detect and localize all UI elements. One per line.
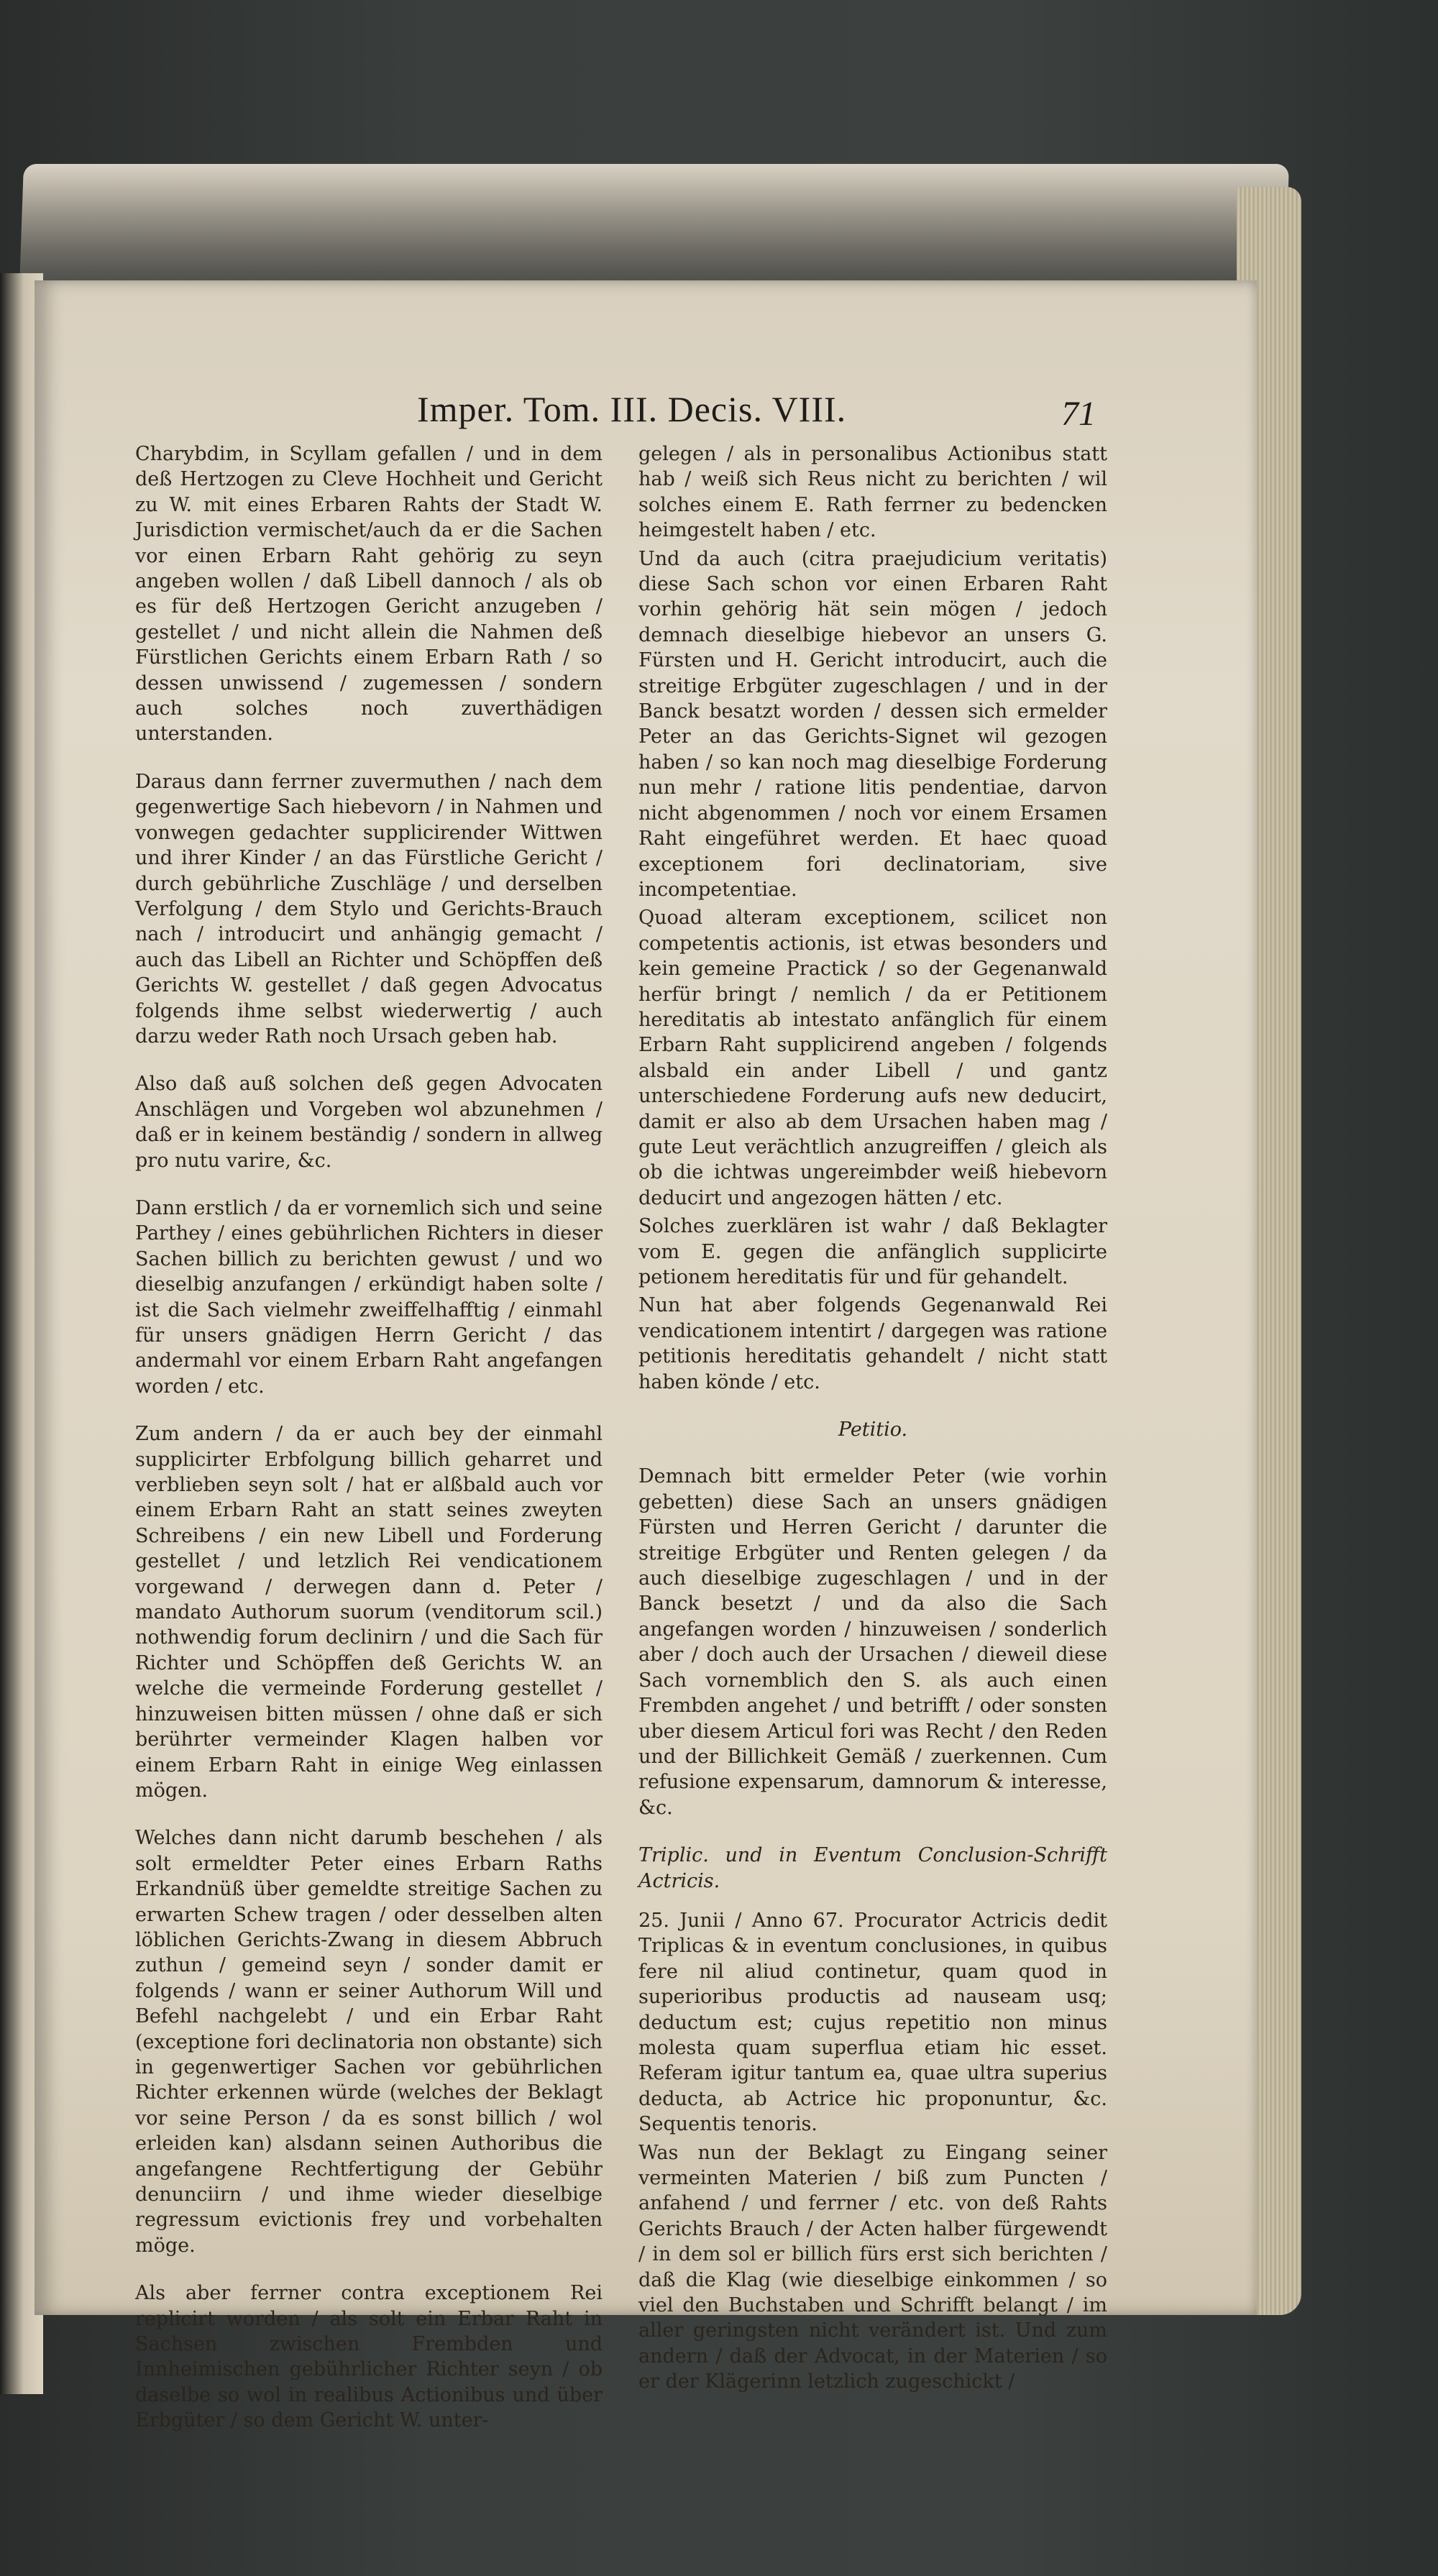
paragraph: 25. Junii / Anno 67. Procurator Actricis dedit Triplicas & in eventum conclusiones, in quibus fere nil aliud continetur, quam quod in superioribus productis ad nauseam usq; deductum est; cujus repetitio non minus molesta quam superflua etiam hic esset. Referam igitur tantum ea, quae ultra superius deducta, ab Actrice hic proponuntur, &c. Sequentis tenoris. (638, 1909, 1107, 2136)
section-heading-petitio: Petitio. (838, 1418, 908, 1441)
paragraph: Was nun der Beklagt zu Eingang seiner vermeinten Materien / biß zum Puncten / anfahend / und ferrner / etc. von deß Rahts Gerichts Brauch / der Acten halber fürgewendt / in dem sol er billich fürs erst sich berichten / daß die Klag (wie dieselbige einkommen / so viel den Buchstaben und Schrifft belangt / im aller geringsten nicht verändert ist. Und zum andern / daß der Advocat, in der Materien / so er der Klägerinn letzlich zugeschickt / (638, 2141, 1107, 2393)
paragraph: Demnach bitt ermelder Peter (wie vorhin gebetten) diese Sach an unsers gnädigen Fürsten und Herren Gericht / darunter die streitige Erbgüter und Renten gelegen / da auch dieselbige zugeschlagen / und in der Banck besetzt / und da also die Sach angefangen worden / hinzuweisen / sonderlich aber / doch auch der Ursachen / dieweil diese Sach vornemblich den S. als auch einen Frembden angehet / und betrifft / oder sonsten uber diesem Articul fori was Recht / den Reden und der Billichkeit Gemäß / zuerkennen. Cum refusione expensarum, damnorum & interesse, &c. (638, 1465, 1107, 1819)
paragraph: Quoad alteram exceptionem, scilicet non competentis actionis, ist etwas besonders und kein gemeine Practick / so der Gegenanwald herfür bringt / nemlich / da er Petitionem hereditatis ab intestato anfänglich für einem Erbarn Raht supplicirend angeben / folgends alsbald ein ander Libell / und gantz unterschiedene Forderung aufs new deducirt, damit er also ab dem Ursachen haben mag / gute Leut verächtlich anzugreiffen / gleich als ob die ichtwas ungereimbder weiß hiebevorn deducirt und angezogen hätten / etc. (638, 907, 1107, 1209)
running-header: Imper. Tom. III. Decis. VIII. (417, 389, 847, 429)
paragraph: Zum andern / da er auch bey der einmahl supplicirter Erbfolgung billich geharret und verblieben seyn solt / hat er alßbald auch vor einem Erbarn Raht an statt seines zweyten Schreibens / ein new Libell und Forderung gestellet / und letzlich Rei vendicationem vorgewand / derwegen dann d. Peter / mandato Authorum suorum (venditorum scil.) nothwendig forum declinirn / und die Sach für Richter und Schöpffen deß Gerichts W. an welche die vermeinde Forderung gestellet / hinzuweisen bitten müssen / ohne daß er sich berührter vermeinder Klagen halben vor einem Erbarn Raht in einige Weg einlassen mögen. (135, 1423, 603, 1802)
paragraph: Also daß auß solchen deß gegen Advocaten Anschlägen und Vorgeben wol abzunehmen / daß er in keinem beständig / sondern in allweg pro nutu varire, &c. (135, 1073, 603, 1172)
paragraph: Welches dann nicht darumb beschehen / als solt ermeldter Peter eines Erbarn Raths Erkandnüß über gemeldte streitige Sachen zu erwarten Schew tragen / oder desselben alten löblichen Gerichts-Zwang in diesem Abbruch zuthun / gemeind seyn / sonder damit er folgends / wann er seiner Authorum Will und Befehl nachgelebt / und ein Erbar Raht (exceptione fori declinatoria non obstante) sich in gegenwertiger Sachen vor gebührlichen Richter erkennen würde (welches der Beklagt vor seine Person / da es sonst billich / wol erleiden kan) alsdann seinen Authoribus die angefangene Rechtfertigung der Gebühr denunciirn / und ihme wieder dieselbige regressum evictionis frey und vorbehalten möge. (135, 1827, 603, 2257)
paragraph: Daraus dann ferrner zuvermuthen / nach dem gegenwertige Sach hiebevorn / in Nahmen und vonwegen gedachter supplicirender Wittwen und ihrer Kinder / an das Fürstliche Gericht / durch gebührliche Zuschläge / und derselben Verfolgung / dem Stylo und Gerichts-Brauch nach / introducirt und anhängig gemacht / auch das Libell an Richter und Schöpffen deß Gerichts W. gestellet / daß gegen Advocatus folgends ihme selbst wiederwertig / auch darzu weder Rath noch Ursach geben hab. (135, 770, 603, 1048)
left-text-column (135, 441, 603, 2456)
paragraph: Solches zuerklären ist wahr / daß Beklagter vom E. gegen die anfänglich supplicirte petionem hereditatis für und für gehandelt. (638, 1215, 1107, 1288)
paragraph: Und da auch (citra praejudicium veritatis) diese Sach schon vor einen Erbaren Raht vorhin gehörig hät sein mögen / jedoch demnach dieselbige hiebevor an unsers G. Fürsten und H. Gericht introducirt, auch die streitige Erbgüter zugeschlagen / und in der Banck besatzt worden / dessen sich ermelder Peter an das Gerichts-Signet wil gezogen haben / so kan noch mag dieselbige Forderung nun mehr / ratione litis pendentiae, darvon nicht abgenommen / noch vor einem Ersamen Raht eingeführet werden. Et haec quoad exceptionem fori declinatoriam, sive incompetentiae. (638, 547, 1107, 901)
paragraph: Als aber ferrner contra exceptionem Rei replicirt worden / als solt ein Erbar Raht in Sachsen zwischen Frembden und Innheimischen gebührlicher Richter seyn / ob daselbe so wol in realibus Actionibus und über Erbgüter / so dem Gericht W. unter- (135, 2282, 603, 2432)
paragraph: Dann erstlich / da er vornemlich sich und seine Parthey / eines gebührlichen Richters in dieser Sachen billich zu berichten gewust / und wo dieselbig anzufangen / erkündigt haben solte / ist die Sach vielmehr zweiffelhafftig / einmahl für unsers gnädigen Herrn Gericht / das andermahl vor einem Erbarn Raht angefangen worden / etc. (135, 1196, 603, 1398)
book-top-edge (19, 164, 1289, 286)
section-heading-triplic: Triplic. und in Eventum Conclusion-Schrifft Actricis. (638, 1844, 1107, 1892)
paragraph: Charybdim, in Scyllam gefallen / und in dem deß Hertzogen zu Cleve Hochheit und Gericht zu W. mit eines Erbaren Rahts der Stadt W. Jurisdiction vermischet/auch da er die Sachen vor einen Erbarn Raht gehörig zu seyn angeben wollen / daß Libell dannoch / als ob es für deß Hertzogen Gericht anzugeben / gestellet / und nicht allein die Nahmen deß Fürstlichen Gerichts einem Erbarn Rath / so dessen unwissend / zugemessen / sondern auch solches noch zuverthädigen unterstanden. (135, 443, 603, 746)
right-text-column (638, 441, 1107, 2417)
paragraph: gelegen / als in personalibus Actionibus statt hab / weiß sich Reus nicht zu berichten / wil solches einem E. Rath ferrner zu bedencken heimgestelt haben / etc. (638, 443, 1107, 542)
paragraph: Nun hat aber folgends Gegenanwald Rei vendicationem intentirt / dargegen was ratione petitionis hereditatis gehandelt / nicht statt haben könde / etc. (638, 1294, 1107, 1393)
page-number: 71 (1061, 395, 1096, 433)
